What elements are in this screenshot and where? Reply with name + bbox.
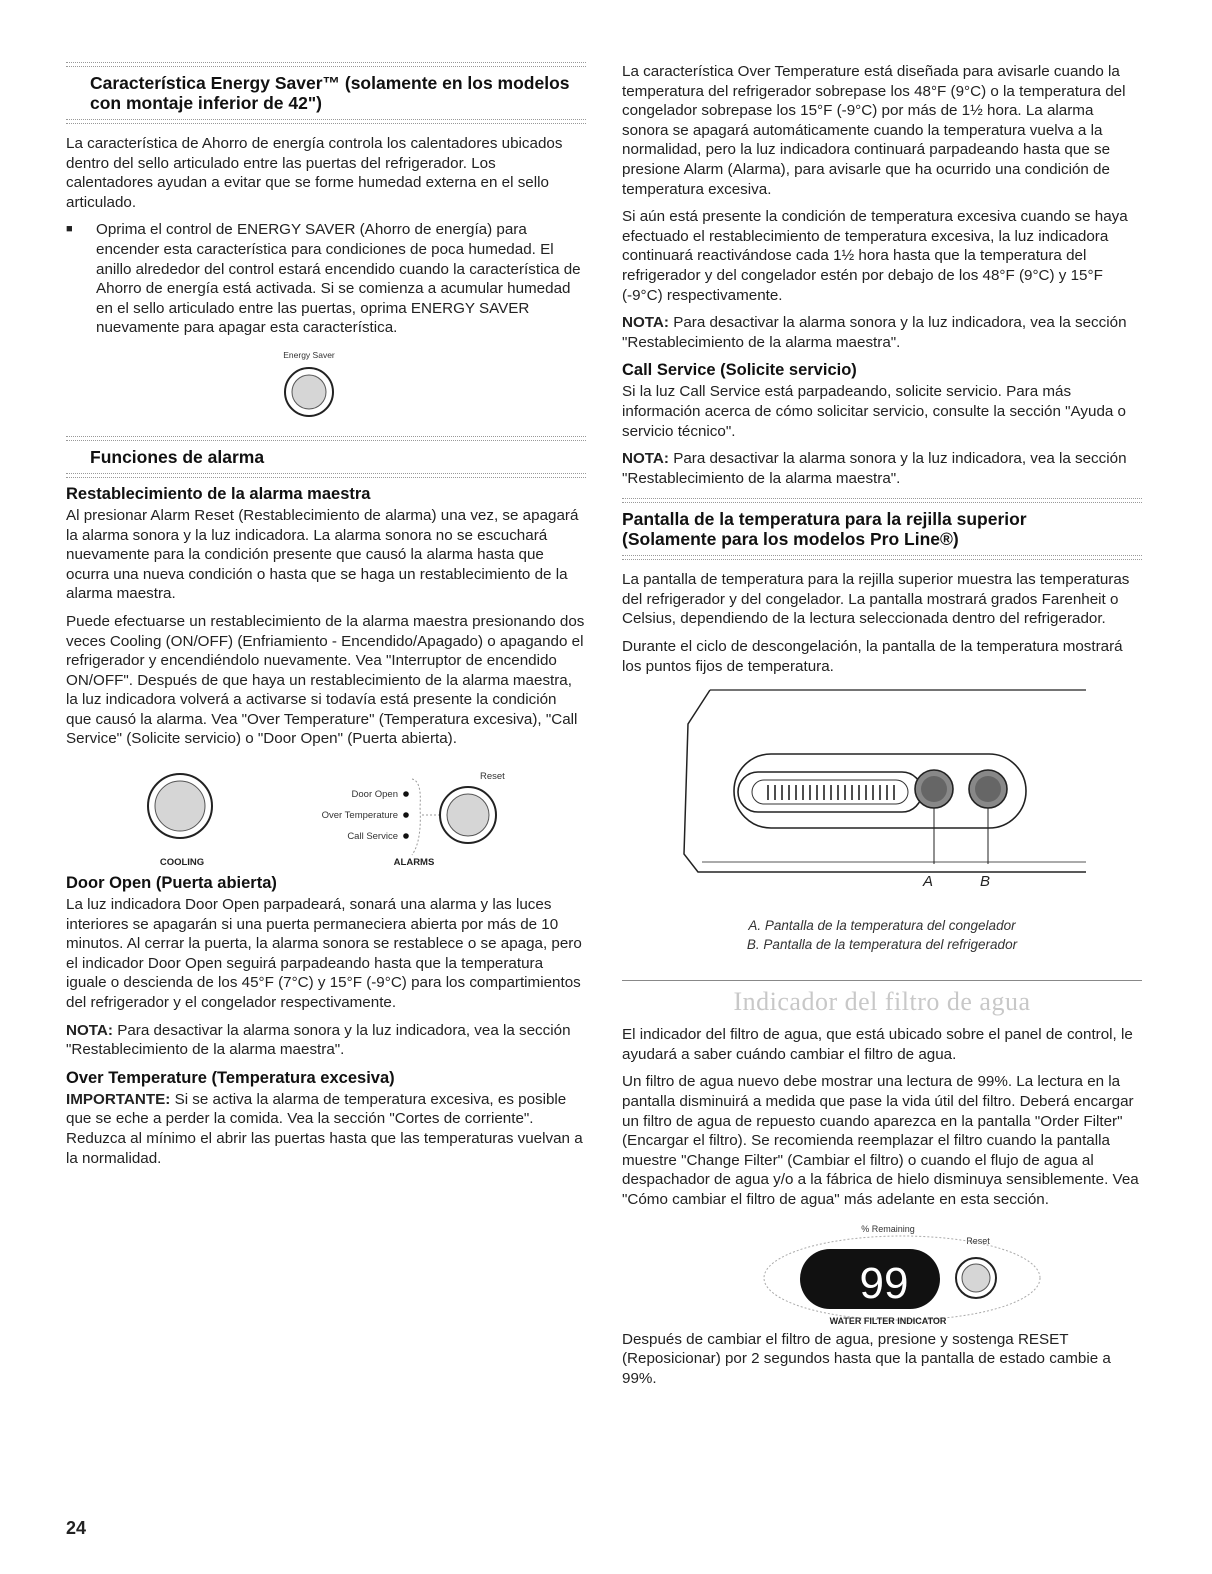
- page-number: 24: [66, 1518, 87, 1538]
- display-figure: [622, 684, 1142, 916]
- reset-paragraph-1: Al presionar Alarm Reset (Restablecimiento de alarma) una vez, se apagará la alarma sonora y la luz indicadora. La alarma sonora no se escuchará nuevamente para la condición presente que causó la alarma hasta que ocurra una nueva condición o hasta que se haga un restablecimiento de la alarma maestra.: [66, 506, 579, 603]
- filter-reset-label: Reset: [966, 1235, 990, 1246]
- divider: [622, 498, 1142, 503]
- energy-saver-button-face: [292, 375, 326, 409]
- display-paragraph-1: La pantalla de temperatura para la rejilla superior muestra las temperaturas del refrigerador y del congelador. La pantalla mostrará grados Farenheit o Celsius, dependiendo de la lectura seleccionada dentro del refrigerador.: [622, 571, 1130, 628]
- call-service-note: NOTA: Para desactivar la alarma sonora y la luz indicadora, vea la sección "Restablecimiento de la alarma maestra".: [622, 450, 1127, 487]
- door-open-label: Door Open: [351, 789, 398, 801]
- right-column: [622, 62, 1142, 1396]
- door-open-note: NOTA: Para desactivar la alarma sonora y la luz indicadora, vea la sección "Restablecimiento de la alarma maestra".: [66, 1021, 571, 1059]
- divider: [66, 62, 586, 67]
- filter-paragraph-2: Un filtro de agua nuevo debe mostrar una lectura de 99%. La lectura en la pantalla disminuirá a medida que pase la vida útil del filtro. Deberá encargar un filtro de agua de repuesto cuando aparezca en la pantalla "Order Filter" (Encargar el filtro). Se recomienda reemplazar el filtro cuando la pantalla muestre "Change Filter" (Cambiar el filtro) o cuando el flujo de agua al despachador de agua y/o a la fábrica de hielo disminuya sensiblemente. Vea "Cómo cambiar el filtro de agua" más adelante en esta sección.: [622, 1073, 1139, 1208]
- over-temperature-led-icon: [403, 812, 409, 818]
- call-service-led-icon: [403, 833, 409, 839]
- caption-b: B. Pantalla de la temperatura del refrigerador: [746, 937, 1018, 953]
- alarm-heading: Funciones de alarma: [90, 446, 265, 467]
- alarms-label: ALARMS: [393, 857, 435, 869]
- caption-a: A. Pantalla de la temperatura del congelador: [748, 918, 1016, 934]
- reset-paragraph-2: Puede efectuarse un restablecimiento de la alarma maestra presionando dos veces Cooling (ON/OFF) (Enfriamiento - Encendido/Apagado) o apagando el refrigerador y encendiéndolo nuevamente. Vea "Interruptor de encendido ON/OFF". Después de que haya un restablecimiento de la alarma maestra, la luz indicadora volverá a activarse si todavía está presente la condición que causó la alarma. Vea "Over Temperature" (Temperatura excesiva), "Call Service" (Solicite servicio) o "Door Open" (Puerta abierta).: [66, 612, 585, 748]
- alarm-controls-diagram: [66, 757, 586, 869]
- alarm-controls-figure: [66, 757, 586, 869]
- door-open-title: Door Open (Puerta abierta): [66, 874, 277, 893]
- filter-paragraph-1: El indicador del filtro de agua, que está ubicado sobre el panel de control, le ayudará a saber cuándo cambiar el filtro de agua.: [622, 1026, 1133, 1063]
- reset-button-face: [447, 794, 489, 836]
- filter-paragraph-3: Después de cambiar el filtro de agua, presione y sostenga RESET (Reposicionar) por 2 segundos hasta que la pantalla de estado cambie a 99%.: [622, 1330, 1111, 1387]
- energy-saver-intro: La característica de Ahorro de energía controla los calentadores ubicados dentro del sello articulado entre las puertas del refrigerador. Los calentadores ayudan a evitar que se forme humedad externa en el sello articulado.: [66, 135, 563, 211]
- reset-label: Reset: [480, 771, 505, 783]
- temperature-display-diagram: [622, 684, 1142, 916]
- over-temperature-label: Over Temperature: [321, 810, 398, 822]
- over-temp-paragraph-2: Si aún está presente la condición de temperatura excesiva cuando se haya efectuado el restablecimiento de temperatura excesiva, la luz indicadora continuará reactivándose cada 1½ hora hasta que la temperatura del refrigerador y del congelador estén por debajo de los 48°F (9°C) y 15°F (-9°C) respectivamente.: [622, 208, 1128, 304]
- call-service-label: Call Service: [347, 831, 398, 843]
- door-open-led-icon: [403, 791, 409, 797]
- divider: [66, 473, 586, 478]
- display-panel-outline: [684, 690, 1086, 872]
- energy-saver-figure-label: Energy Saver: [283, 349, 335, 360]
- over-temp-paragraph-1: La característica Over Temperature está diseñada para avisarle cuando la temperatura del refrigerador sobrepase los 48°F (9°C) o la temperatura del congelador sobrepase los 15°F (-9°C) por más de 1½ hora. La alarma sonora se apagará automáticamente cuando la temperatura vuelva a la normalidad, pero la luz indicadora continuará parpadeando hasta que se presione Alarm (Alarma), para avisarle que ha ocurrido una condición de temperatura excesiva.: [622, 63, 1126, 198]
- divider: [66, 436, 586, 441]
- water-filter-indicator-diagram: [622, 1218, 1142, 1330]
- energy-saver-figure: [66, 344, 586, 436]
- bullet-square-icon: ■: [66, 223, 73, 236]
- remaining-label: % Remaining: [861, 1223, 915, 1234]
- label-b: B: [979, 873, 991, 891]
- over-temp-important: IMPORTANTE: Si se activa la alarma de temperatura excesiva, es posible que se eche a perder la comida. Vea la sección "Cortes de corriente". Reduzca al mínimo el abrir las puertas hasta que las temperaturas vuelvan a la normalidad.: [66, 1090, 583, 1167]
- alarm-bracket: [412, 779, 420, 855]
- water-filter-label: WATER FILTER INDICATOR: [829, 1315, 947, 1326]
- door-open-paragraph: La luz indicadora Door Open parpadeará, sonará una alarma y las luces interiores se apagarán si una puerta permaneciera abierta por más de 10 minutos. Al cerrar la puerta, la alarma sonora se restablece o se apaga, pero el indicador Door Open seguirá parpadeando hasta que la temperatura iguale o descienda de los 45°F (7°C) y 15°F (-9°C) para los compartimientos del refrigerador y el congelador respectivamente.: [66, 896, 582, 1012]
- display-paragraph-2: Durante el ciclo de descongelación, la pantalla de la temperatura mostrará los puntos fijos de temperatura.: [622, 638, 1123, 675]
- cooling-label: COOLING: [159, 857, 205, 869]
- over-temp-title: Over Temperature (Temperatura excesiva): [66, 1068, 395, 1087]
- divider: [622, 555, 1142, 560]
- divider: [66, 119, 586, 124]
- divider: [622, 980, 1142, 981]
- over-temp-note: NOTA: Para desactivar la alarma sonora y la luz indicadora, vea la sección "Restablecimiento de la alarma maestra".: [622, 314, 1127, 351]
- energy-saver-diagram: [66, 344, 586, 436]
- filter-display-value: 99: [859, 1258, 909, 1308]
- call-service-paragraph: Si la luz Call Service está parpadeando, solicite servicio. Para más información acerca de cómo solicitar servicio, consulte la sección "Ayuda o servicio técnico".: [622, 383, 1127, 440]
- water-filter-figure: [622, 1218, 1142, 1330]
- display-heading: Pantalla de la temperatura para la rejilla superior (Solamente para los modelos Pro Line®): [622, 509, 1027, 550]
- filter-heading: Indicador del filtro de agua: [733, 987, 1031, 1017]
- label-a: A: [922, 873, 934, 891]
- call-service-title: Call Service (Solicite servicio): [622, 361, 857, 380]
- display-segments-icon: [768, 785, 894, 800]
- reset-title: Restablecimiento de la alarma maestra: [66, 484, 371, 503]
- energy-saver-bullet: ■ Oprima el control de ENERGY SAVER (Ahorro de energía) para encender esta característica para condiciones de poca humedad. El anillo alrededor del control estará encendido cuando la característica de Ahorro de energía está activada. Si se comienza a acumular humedad en el sello articulado entre las puertas, oprima ENERGY SAVER nuevamente para apagar esta característica.: [66, 221, 581, 337]
- energy-saver-heading: Característica Energy Saver™ (solamente en los modelos con montaje inferior de 42"): [90, 73, 570, 113]
- left-column: [66, 62, 586, 1176]
- cooling-button-face: [155, 781, 205, 831]
